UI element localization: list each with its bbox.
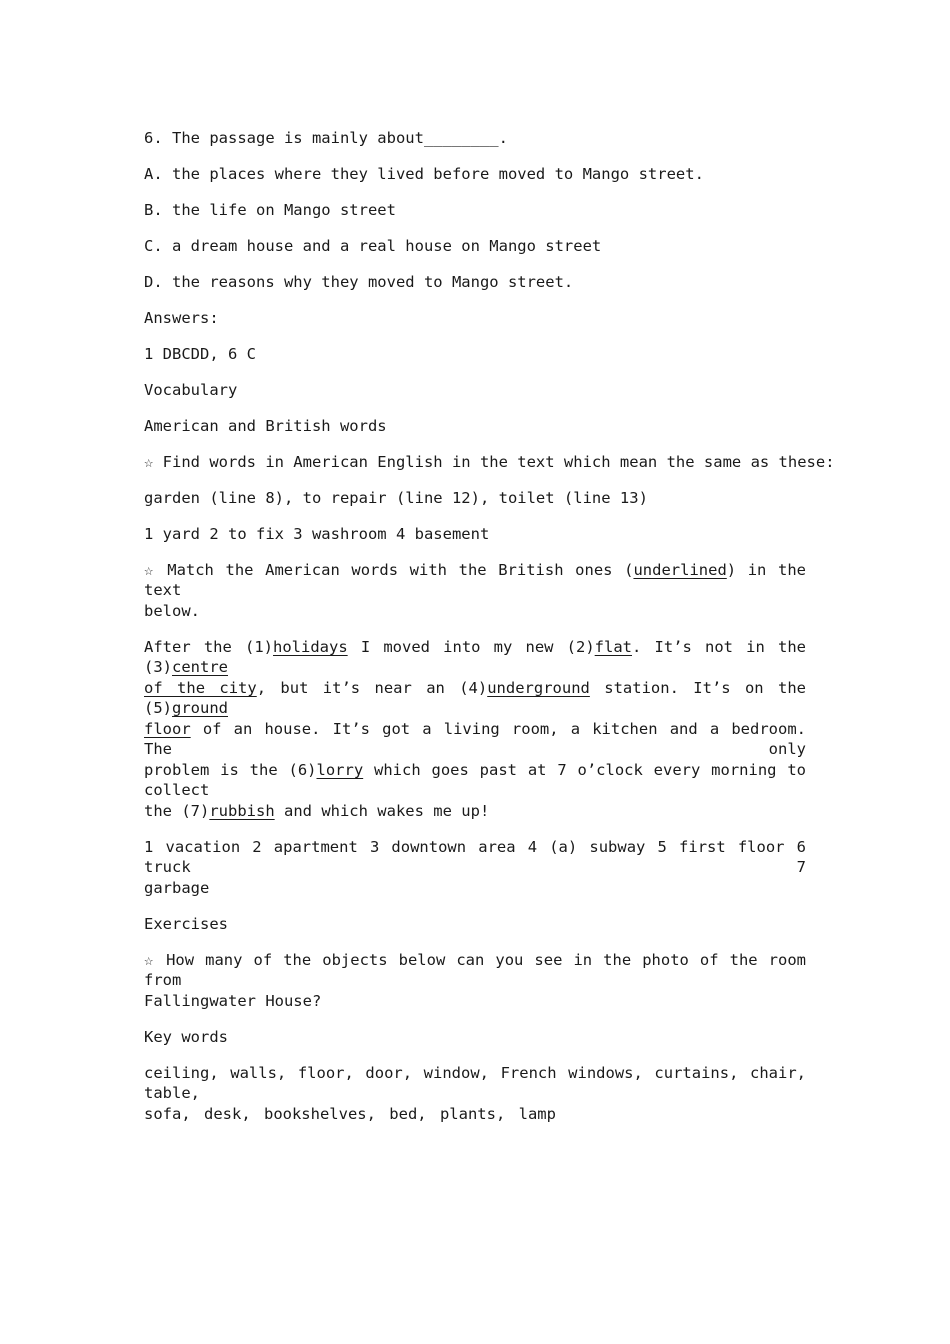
answers-text: 1 DBCDD, 6 C (144, 345, 256, 363)
key-words-line-1: ceiling, walls, floor, door, window, French windows, curtains, chair, table, (144, 1064, 806, 1102)
underlined-word: underlined (633, 561, 727, 579)
paragraph-line-4: problem is the (6)lorry which goes past at 7 o’clock every morning to collect (144, 761, 806, 799)
answers-heading: Answers: (144, 309, 219, 327)
paragraph-line-3: floor of an house. It’s got a living room, a kitchen and a bedroom. The only (144, 720, 806, 758)
question-6: 6. The passage is mainly about________. (144, 129, 508, 147)
key-words-heading: Key words (144, 1028, 228, 1046)
exercise-instruction-cont: Fallingwater House? (144, 992, 322, 1010)
option-b: B. the life on Mango street (144, 201, 396, 219)
paragraph-line-2: of the city, but it’s near an (4)underground station. It’s on the (5)ground (144, 679, 806, 717)
key-words-line-2: sofa, desk, bookshelves, bed, plants, lamp (144, 1105, 556, 1123)
task2-answer-cont: garbage (144, 879, 210, 897)
option-a: A. the places where they lived before moved to Mango street. (144, 165, 704, 183)
paragraph-line-5: the (7)rubbish and which wakes me up! (144, 802, 490, 820)
task2-answer: 1 vacation 2 apartment 3 downtown area 4 (a) subway 5 first floor 6 truck 7 (144, 838, 806, 876)
exercise-instruction: ☆ How many of the objects below can you see in the photo of the room from (144, 951, 806, 989)
vocabulary-subheading: American and British words (144, 417, 387, 435)
option-c: C. a dream house and a real house on Mango street (144, 237, 602, 255)
vocabulary-heading: Vocabulary (144, 381, 238, 399)
paragraph-line-1: After the (1)holidays I moved into my new (2)flat. It’s not in the (3)centre (144, 638, 806, 676)
task1-answer: 1 yard 2 to fix 3 washroom 4 basement (144, 525, 490, 543)
exercises-heading: Exercises (144, 915, 228, 933)
task1-items: garden (line 8), to repair (line 12), toilet (line 13) (144, 489, 648, 507)
option-d: D. the reasons why they moved to Mango street. (144, 273, 574, 291)
task2-instruction-cont: below. (144, 602, 200, 620)
task2-instruction: ☆ Match the American words with the British ones (underlined) in the text (144, 561, 807, 599)
task1-instruction: ☆ Find words in American English in the text which mean the same as these: (144, 453, 835, 471)
